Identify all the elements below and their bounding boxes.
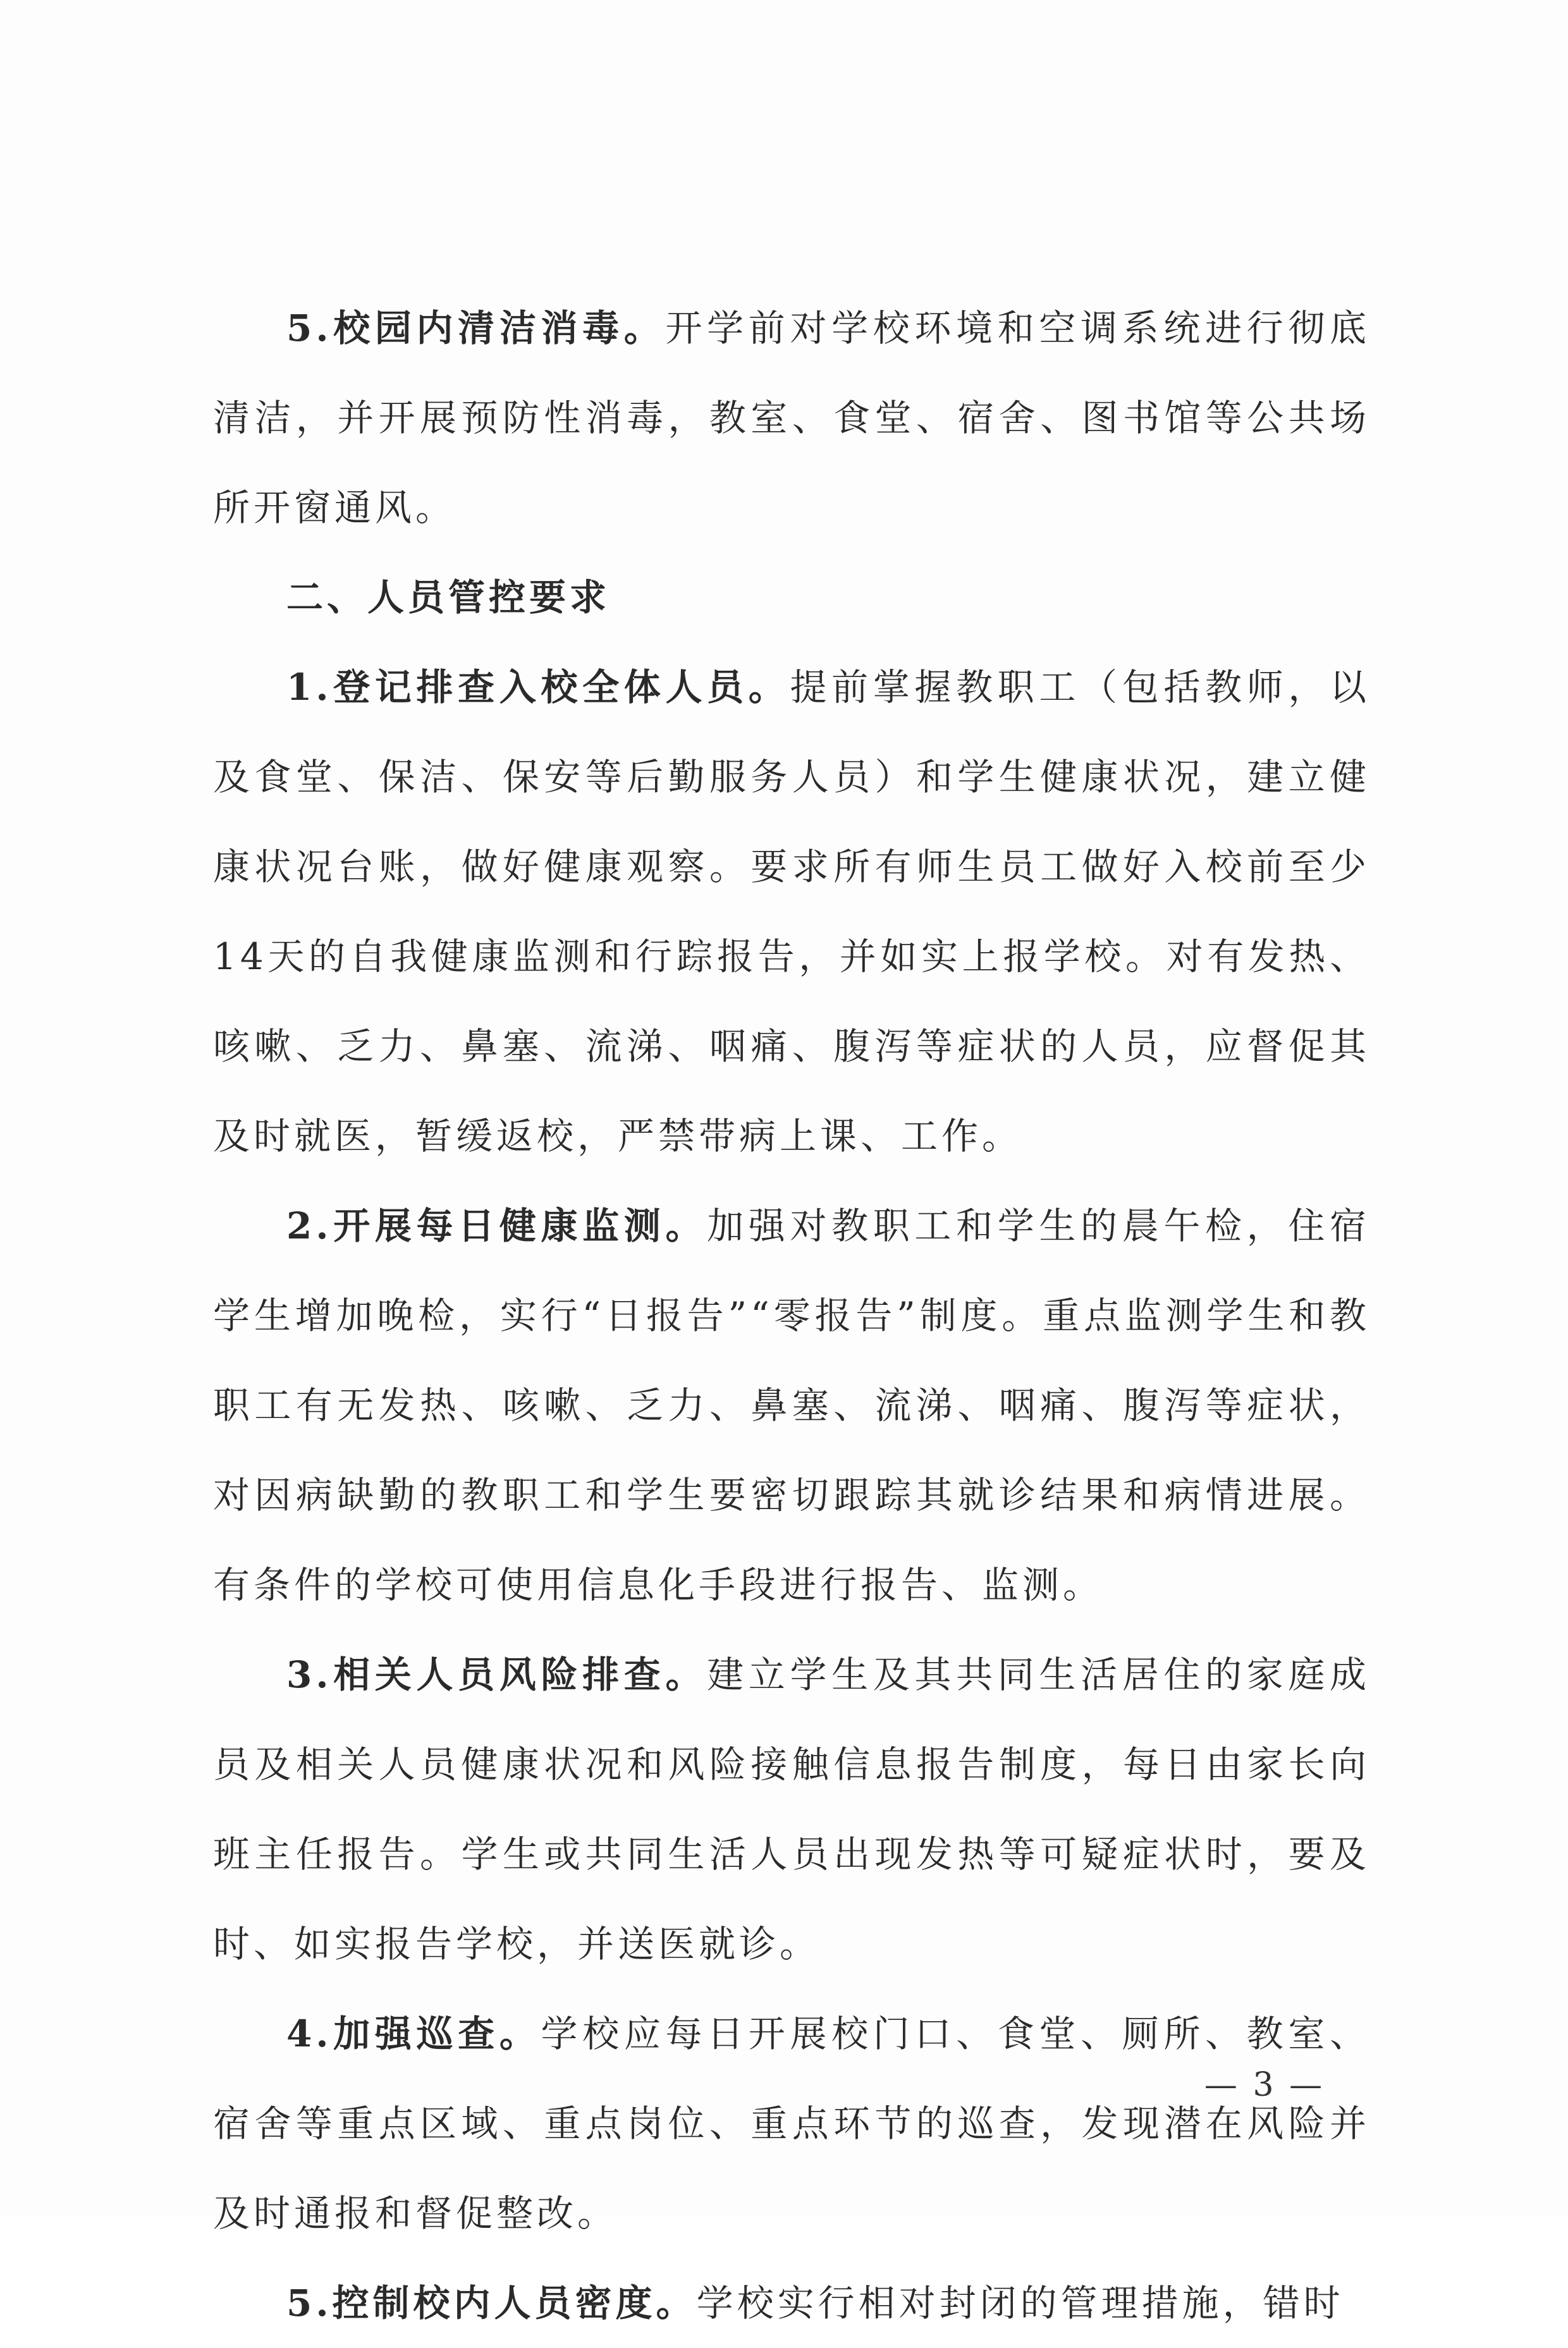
paragraph-text: 建立学生及其共同生活居住的家庭成员及相关人员健康状况和风险接触信息报告制度，每日由家长向班主任报告。学生或共同生活人员出现发热等可疑症状时，要及时、如实报告学校，并送医就诊。 — [213, 1653, 1370, 1966]
paragraph-item-5 — [213, 2258, 1370, 2348]
paragraph-text: 开学前对学校环境和空调系统进行彻底清洁，并开展预防性消毒，教室、食堂、宿舍、图书馆等公共场所开窗通风。 — [213, 307, 1370, 529]
paragraph-text: 学校实行相对封闭的管理措施，错时 — [696, 2282, 1344, 2325]
paragraph-item-1 — [213, 642, 1370, 1181]
section-heading: 二、人员管控要求 — [286, 576, 611, 619]
paragraph-text: 加强对教职工和学生的晨午检，住宿学生增加晚检，实行“日报告”“零报告”制度。重点监测学生和教职工有无发热、咳嗽、乏力、鼻塞、流涕、咽痛、腹泻等症状，对因病缺勤的教职工和学生要密切跟踪其就诊结果和病情进展。有条件的学校可使用信息化手段进行报告、监测。 — [213, 1204, 1370, 1606]
paragraph-item-4 — [213, 1989, 1370, 2258]
paragraph-campus-cleaning — [213, 283, 1370, 553]
paragraph-lead: 1.登记排查入校全体人员。 — [286, 666, 790, 709]
paragraph-text: 学校应每日开展校门口、食堂、厕所、教室、宿舍等重点区域、重点岗位、重点环节的巡查，发现潜在风险并及时通报和督促整改。 — [213, 2012, 1370, 2235]
paragraph-item-3 — [213, 1630, 1370, 1989]
paragraph-lead: 5.校园内清洁消毒。 — [286, 307, 666, 350]
paragraph-lead: 3.相关人员风险排查。 — [286, 1653, 707, 1696]
page-number: — 3 — — [1204, 2066, 1325, 2104]
paragraph-lead: 2.开展每日健康监测。 — [286, 1204, 707, 1247]
paragraph-item-2 — [213, 1181, 1370, 1630]
paragraph-lead: 5.控制校内人员密度。 — [286, 2282, 697, 2325]
paragraph-lead: 4.加强巡查。 — [286, 2012, 541, 2055]
paragraph-text: 提前掌握教职工（包括教师，以及食堂、保洁、保安等后勤服务人员）和学生健康状况，建立健康状况台账，做好健康观察。要求所有师生员工做好入校前至少14天的自我健康监测和行踪报告，并如实上报学校。对有发热、咳嗽、乏力、鼻塞、流涕、咽痛、腹泻等症状的人员，应督促其及时就医，暂缓返校，严禁带病上课、工作。 — [213, 666, 1370, 1158]
document-body — [213, 283, 1370, 2348]
